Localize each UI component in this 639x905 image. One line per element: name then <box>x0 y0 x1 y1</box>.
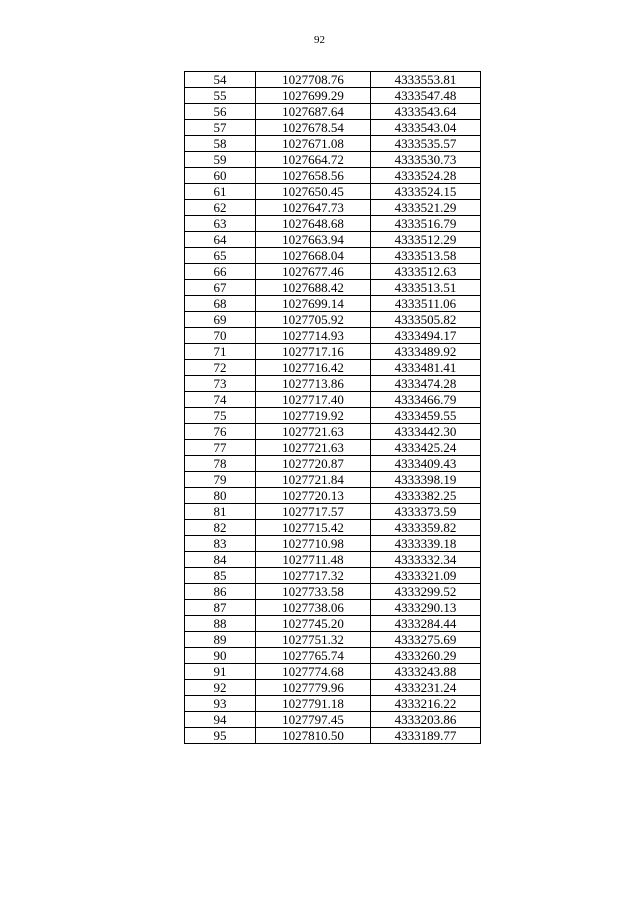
x-coordinate-cell: 1027668.04 <box>256 248 371 264</box>
table-row <box>185 296 481 312</box>
point-number-cell: 78 <box>185 456 256 472</box>
table-row <box>185 360 481 376</box>
x-coordinate-cell: 1027699.29 <box>256 88 371 104</box>
x-coordinate-cell: 1027710.98 <box>256 536 371 552</box>
y-coordinate-cell: 4333553.81 <box>371 72 481 88</box>
y-coordinate-cell: 4333359.82 <box>371 520 481 536</box>
point-number-cell: 84 <box>185 552 256 568</box>
y-coordinate-cell: 4333466.79 <box>371 392 481 408</box>
y-coordinate-cell: 4333530.73 <box>371 152 481 168</box>
point-number-cell: 63 <box>185 216 256 232</box>
point-number-cell: 90 <box>185 648 256 664</box>
table-row <box>185 168 481 184</box>
point-number-cell: 57 <box>185 120 256 136</box>
y-coordinate-cell: 4333543.04 <box>371 120 481 136</box>
x-coordinate-cell: 1027791.18 <box>256 696 371 712</box>
point-number-cell: 92 <box>185 680 256 696</box>
table-row <box>185 216 481 232</box>
y-coordinate-cell: 4333321.09 <box>371 568 481 584</box>
table-row <box>185 616 481 632</box>
x-coordinate-cell: 1027713.86 <box>256 376 371 392</box>
y-coordinate-cell: 4333512.63 <box>371 264 481 280</box>
table-row <box>185 376 481 392</box>
table-row <box>185 472 481 488</box>
x-coordinate-cell: 1027647.73 <box>256 200 371 216</box>
x-coordinate-cell: 1027671.08 <box>256 136 371 152</box>
point-number-cell: 81 <box>185 504 256 520</box>
table-row <box>185 312 481 328</box>
point-number-cell: 69 <box>185 312 256 328</box>
y-coordinate-cell: 4333216.22 <box>371 696 481 712</box>
y-coordinate-cell: 4333511.06 <box>371 296 481 312</box>
x-coordinate-cell: 1027721.84 <box>256 472 371 488</box>
x-coordinate-cell: 1027717.32 <box>256 568 371 584</box>
table-row <box>185 424 481 440</box>
x-coordinate-cell: 1027663.94 <box>256 232 371 248</box>
y-coordinate-cell: 4333275.69 <box>371 632 481 648</box>
point-number-cell: 61 <box>185 184 256 200</box>
table-row <box>185 488 481 504</box>
x-coordinate-cell: 1027810.50 <box>256 728 371 744</box>
x-coordinate-cell: 1027733.58 <box>256 584 371 600</box>
point-number-cell: 74 <box>185 392 256 408</box>
point-number-cell: 79 <box>185 472 256 488</box>
y-coordinate-cell: 4333543.64 <box>371 104 481 120</box>
y-coordinate-cell: 4333243.88 <box>371 664 481 680</box>
point-number-cell: 55 <box>185 88 256 104</box>
point-number-cell: 75 <box>185 408 256 424</box>
x-coordinate-cell: 1027717.16 <box>256 344 371 360</box>
y-coordinate-cell: 4333505.82 <box>371 312 481 328</box>
x-coordinate-cell: 1027721.63 <box>256 424 371 440</box>
x-coordinate-cell: 1027705.92 <box>256 312 371 328</box>
y-coordinate-cell: 4333513.58 <box>371 248 481 264</box>
table-row <box>185 504 481 520</box>
x-coordinate-cell: 1027699.14 <box>256 296 371 312</box>
y-coordinate-cell: 4333459.55 <box>371 408 481 424</box>
table-row <box>185 184 481 200</box>
y-coordinate-cell: 4333474.28 <box>371 376 481 392</box>
point-number-cell: 56 <box>185 104 256 120</box>
point-number-cell: 62 <box>185 200 256 216</box>
point-number-cell: 85 <box>185 568 256 584</box>
y-coordinate-cell: 4333442.30 <box>371 424 481 440</box>
table-row <box>185 88 481 104</box>
table-row <box>185 664 481 680</box>
y-coordinate-cell: 4333425.24 <box>371 440 481 456</box>
point-number-cell: 68 <box>185 296 256 312</box>
y-coordinate-cell: 4333189.77 <box>371 728 481 744</box>
y-coordinate-cell: 4333398.19 <box>371 472 481 488</box>
y-coordinate-cell: 4333260.29 <box>371 648 481 664</box>
coordinates-table <box>184 71 481 744</box>
table-row <box>185 728 481 744</box>
x-coordinate-cell: 1027658.56 <box>256 168 371 184</box>
table-row <box>185 552 481 568</box>
point-number-cell: 60 <box>185 168 256 184</box>
x-coordinate-cell: 1027711.48 <box>256 552 371 568</box>
table-row <box>185 632 481 648</box>
point-number-cell: 67 <box>185 280 256 296</box>
y-coordinate-cell: 4333299.52 <box>371 584 481 600</box>
y-coordinate-cell: 4333513.51 <box>371 280 481 296</box>
table-row <box>185 456 481 472</box>
y-coordinate-cell: 4333339.18 <box>371 536 481 552</box>
point-number-cell: 72 <box>185 360 256 376</box>
x-coordinate-cell: 1027717.40 <box>256 392 371 408</box>
point-number-cell: 82 <box>185 520 256 536</box>
y-coordinate-cell: 4333373.59 <box>371 504 481 520</box>
point-number-cell: 80 <box>185 488 256 504</box>
y-coordinate-cell: 4333535.57 <box>371 136 481 152</box>
x-coordinate-cell: 1027720.87 <box>256 456 371 472</box>
point-number-cell: 86 <box>185 584 256 600</box>
x-coordinate-cell: 1027738.06 <box>256 600 371 616</box>
x-coordinate-cell: 1027774.68 <box>256 664 371 680</box>
table-row <box>185 72 481 88</box>
y-coordinate-cell: 4333547.48 <box>371 88 481 104</box>
table-row <box>185 392 481 408</box>
y-coordinate-cell: 4333494.17 <box>371 328 481 344</box>
x-coordinate-cell: 1027745.20 <box>256 616 371 632</box>
point-number-cell: 54 <box>185 72 256 88</box>
table-row <box>185 232 481 248</box>
y-coordinate-cell: 4333524.28 <box>371 168 481 184</box>
point-number-cell: 94 <box>185 712 256 728</box>
table-row <box>185 536 481 552</box>
page-number: 92 <box>314 34 325 46</box>
table-row <box>185 520 481 536</box>
x-coordinate-cell: 1027717.57 <box>256 504 371 520</box>
point-number-cell: 83 <box>185 536 256 552</box>
y-coordinate-cell: 4333284.44 <box>371 616 481 632</box>
table-row <box>185 248 481 264</box>
x-coordinate-cell: 1027677.46 <box>256 264 371 280</box>
table-row <box>185 120 481 136</box>
table-row <box>185 136 481 152</box>
table-row <box>185 680 481 696</box>
point-number-cell: 95 <box>185 728 256 744</box>
x-coordinate-cell: 1027688.42 <box>256 280 371 296</box>
y-coordinate-cell: 4333516.79 <box>371 216 481 232</box>
table-row <box>185 600 481 616</box>
point-number-cell: 59 <box>185 152 256 168</box>
point-number-cell: 89 <box>185 632 256 648</box>
table-row <box>185 584 481 600</box>
x-coordinate-cell: 1027721.63 <box>256 440 371 456</box>
x-coordinate-cell: 1027720.13 <box>256 488 371 504</box>
x-coordinate-cell: 1027765.74 <box>256 648 371 664</box>
table-row <box>185 440 481 456</box>
table-row <box>185 152 481 168</box>
y-coordinate-cell: 4333203.86 <box>371 712 481 728</box>
point-number-cell: 66 <box>185 264 256 280</box>
table-row <box>185 648 481 664</box>
point-number-cell: 87 <box>185 600 256 616</box>
table-row <box>185 328 481 344</box>
y-coordinate-cell: 4333382.25 <box>371 488 481 504</box>
point-number-cell: 64 <box>185 232 256 248</box>
x-coordinate-cell: 1027714.93 <box>256 328 371 344</box>
point-number-cell: 71 <box>185 344 256 360</box>
table-row <box>185 696 481 712</box>
y-coordinate-cell: 4333512.29 <box>371 232 481 248</box>
x-coordinate-cell: 1027797.45 <box>256 712 371 728</box>
point-number-cell: 77 <box>185 440 256 456</box>
table-row <box>185 712 481 728</box>
x-coordinate-cell: 1027678.54 <box>256 120 371 136</box>
x-coordinate-cell: 1027719.92 <box>256 408 371 424</box>
x-coordinate-cell: 1027708.76 <box>256 72 371 88</box>
y-coordinate-cell: 4333409.43 <box>371 456 481 472</box>
x-coordinate-cell: 1027751.32 <box>256 632 371 648</box>
table-row <box>185 280 481 296</box>
x-coordinate-cell: 1027650.45 <box>256 184 371 200</box>
y-coordinate-cell: 4333521.29 <box>371 200 481 216</box>
x-coordinate-cell: 1027715.42 <box>256 520 371 536</box>
table-row <box>185 408 481 424</box>
point-number-cell: 73 <box>185 376 256 392</box>
point-number-cell: 88 <box>185 616 256 632</box>
table-row <box>185 104 481 120</box>
point-number-cell: 70 <box>185 328 256 344</box>
y-coordinate-cell: 4333481.41 <box>371 360 481 376</box>
y-coordinate-cell: 4333489.92 <box>371 344 481 360</box>
point-number-cell: 93 <box>185 696 256 712</box>
point-number-cell: 76 <box>185 424 256 440</box>
x-coordinate-cell: 1027687.64 <box>256 104 371 120</box>
x-coordinate-cell: 1027779.96 <box>256 680 371 696</box>
point-number-cell: 91 <box>185 664 256 680</box>
table-row <box>185 568 481 584</box>
x-coordinate-cell: 1027664.72 <box>256 152 371 168</box>
x-coordinate-cell: 1027648.68 <box>256 216 371 232</box>
point-number-cell: 58 <box>185 136 256 152</box>
y-coordinate-cell: 4333231.24 <box>371 680 481 696</box>
point-number-cell: 65 <box>185 248 256 264</box>
table-row <box>185 344 481 360</box>
y-coordinate-cell: 4333524.15 <box>371 184 481 200</box>
y-coordinate-cell: 4333332.34 <box>371 552 481 568</box>
table-row <box>185 200 481 216</box>
table-row <box>185 264 481 280</box>
x-coordinate-cell: 1027716.42 <box>256 360 371 376</box>
coordinates-table-body <box>185 72 481 744</box>
y-coordinate-cell: 4333290.13 <box>371 600 481 616</box>
